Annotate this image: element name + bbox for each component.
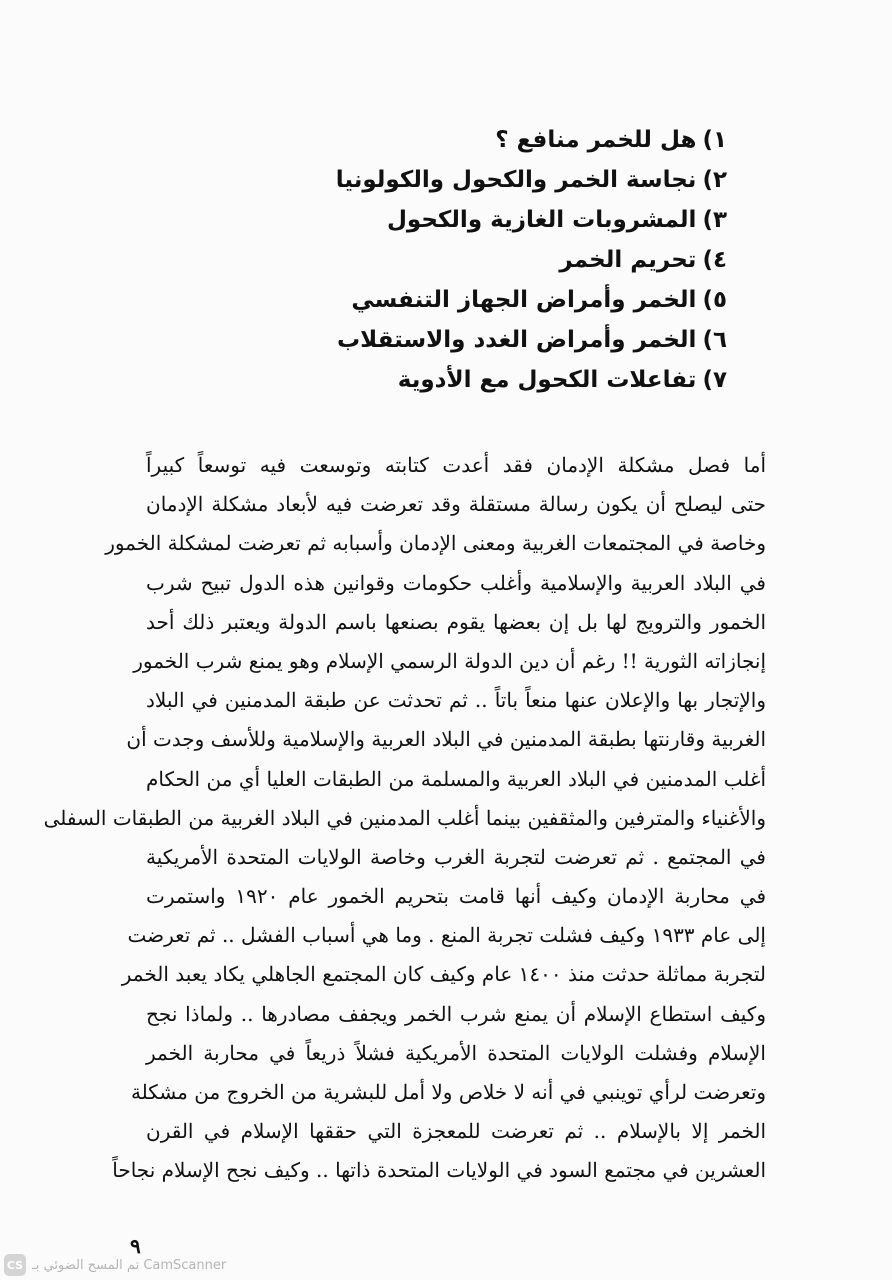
paragraph-line: الخمر إلا بالإسلام .. ثم تعرضت للمعجزة التي حققها الإسلام في القرن <box>146 1119 766 1144</box>
chapter-title: الخمر وأمراض الغدد والاستقلاب <box>337 327 697 353</box>
chapter-item <box>336 200 727 240</box>
paragraph-line: في المجتمع . ثم تعرضت لتجربة الغرب وخاصة الولايات المتحدة الأمريكية <box>146 844 766 869</box>
watermark-text: تم المسح الضوئي بـ CamScanner <box>32 1257 227 1273</box>
chapter-title: المشروبات الغازية والكحول <box>386 207 697 233</box>
paragraph-line: إلى عام ١٩٣٣ وكيف فشلت تجربة المنع . وما هي أسباب الفشل .. ثم تعرضت <box>127 923 766 948</box>
chapter-title: تحريم الخمر <box>559 247 697 273</box>
paragraph-line: في البلاد العربية والإسلامية وأغلب حكومات وقوانين هذه الدول تبيح شرب <box>146 570 766 595</box>
paragraph-line: وتعرضت لرأي توينبي في أنه لا خلاص ولا أمل للبشرية من الخروج من مشكلة <box>130 1080 766 1104</box>
paragraph-line: وكيف استطاع الإسلام أن يمنع شرب الخمر ويجفف مصادرها .. ولماذا نجح <box>146 1001 766 1026</box>
paragraph-line: لتجربة مماثلة حدثت منذ ١٤٠٠ عام وكيف كان المجتمع الجاهلي يكاد يعبد الخمر <box>121 962 766 987</box>
chapter-item <box>336 160 727 200</box>
chapter-number: ٥) <box>702 287 727 313</box>
paragraph-line: والأغنياء والمترفين والمثقفين بينما أغلب المدمنين في البلاد الغربية من الطبقات السفلى <box>43 805 766 830</box>
chapter-number: ٦) <box>702 327 727 353</box>
camscanner-logo-icon: CS <box>4 1254 26 1276</box>
chapter-title: تفاعلات الكحول مع الأدوية <box>397 367 697 393</box>
paragraph-line: أما فصل مشكلة الإدمان فقد أعدت كتابته وتوسعت فيه توسعاً كبيراً <box>146 453 766 477</box>
chapter-number: ١) <box>702 127 727 153</box>
body-paragraph <box>43 446 767 1191</box>
paragraph-line: العشرين في مجتمع السود في الولايات المتحدة ذاتها .. وكيف نجح الإسلام نجاحاً <box>112 1158 766 1183</box>
paragraph-line: والإتجار بها والإعلان عنها منعاً باتاً .. ثم تحدثت عن طبقة المدمنين في البلاد <box>146 688 766 713</box>
chapter-item <box>336 120 727 160</box>
page-number: ٩ <box>130 1234 141 1258</box>
paragraph-line: الخمور والترويج لها بل إن بعضها يقوم بصنعها باسم الدولة ويعتبر ذلك أحد <box>146 609 766 634</box>
paragraph-line: حتى ليصلح أن يكون رسالة مستقلة وقد تعرضت فيه لأبعاد مشكلة الإدمان <box>146 492 766 517</box>
chapter-item <box>336 280 727 320</box>
chapter-title: الخمر وأمراض الجهاز التنفسي <box>351 287 697 313</box>
paragraph-line: الإسلام وفشلت الولايات المتحدة الأمريكية فشلاً ذريعاً في محاربة الخمر <box>146 1040 766 1065</box>
chapter-number: ٧) <box>702 367 727 393</box>
paragraph-line: الغربية وقارنتها بطبقة المدمنين في البلاد العربية والإسلامية وللأسف وجدت أن <box>126 727 766 752</box>
chapter-number: ٤) <box>702 247 727 273</box>
chapter-item <box>336 320 727 360</box>
scanner-watermark <box>0 1250 226 1280</box>
chapter-list <box>336 120 727 400</box>
paragraph-line: وخاصة في المجتمعات الغربية ومعنى الإدمان وأسبابه ثم تعرضت لمشكلة الخمور <box>105 531 766 556</box>
paragraph-line: أغلب المدمنين في البلاد العربية والمسلمة من الطبقات العليا أي من الحكام <box>146 766 766 791</box>
chapter-item <box>336 240 727 280</box>
chapter-number: ٣) <box>702 207 727 233</box>
chapter-title: هل للخمر منافع ؟ <box>495 127 697 153</box>
chapter-item <box>336 360 727 400</box>
paragraph-line: إنجازاته الثورية !! رغم أن دين الدولة الرسمي الإسلام وهو يمنع شرب الخمور <box>133 648 766 673</box>
chapter-number: ٢) <box>702 167 727 193</box>
chapter-title: نجاسة الخمر والكحول والكولونيا <box>335 167 697 193</box>
paragraph-line: في محاربة الإدمان وكيف أنها قامت بتحريم الخمور عام ١٩٢٠ واستمرت <box>146 884 767 909</box>
